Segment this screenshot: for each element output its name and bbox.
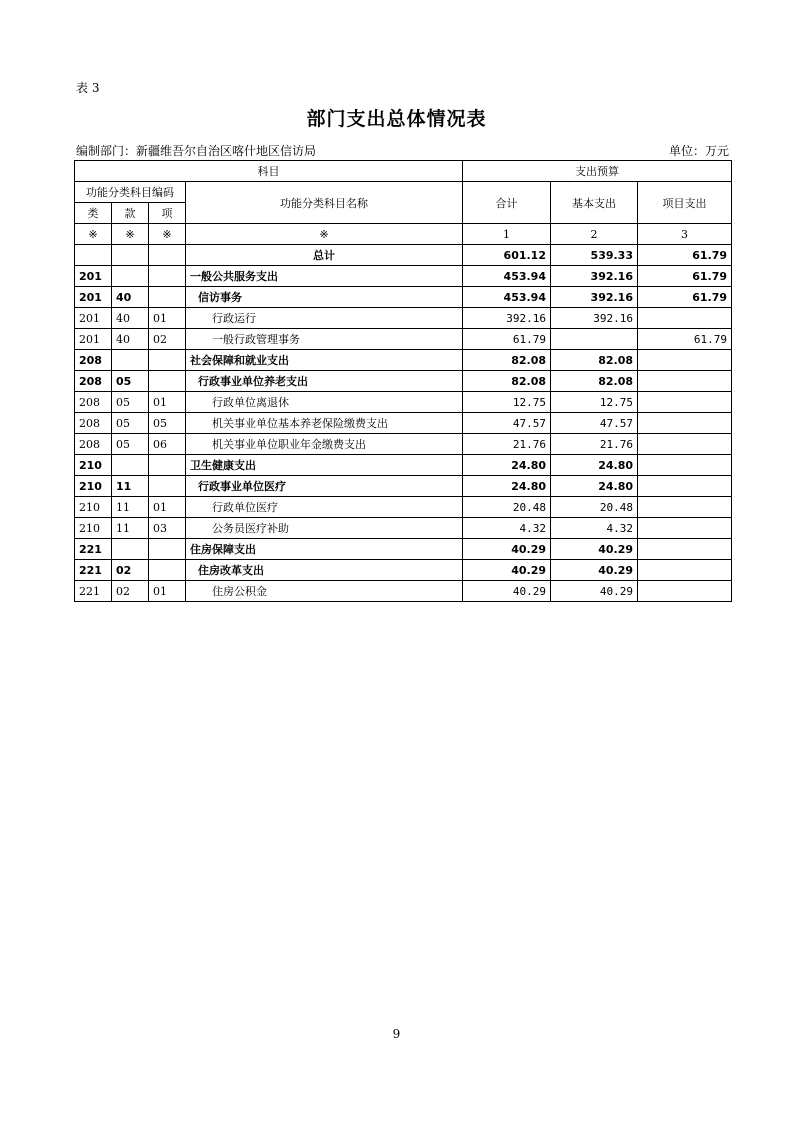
table-row (75, 266, 732, 287)
total-cell: 61.79 (463, 329, 551, 350)
basic-cell: 24.80 (551, 455, 638, 476)
name-cell: 住房保障支出 (186, 539, 463, 560)
xiang-cell: 06 (149, 434, 186, 455)
total-cell: 392.16 (463, 308, 551, 329)
basic-cell: 21.76 (551, 434, 638, 455)
mark-cell: ※ (149, 224, 186, 245)
name-cell: 信访事务 (186, 287, 463, 308)
name-cell: 住房公积金 (186, 581, 463, 602)
lei-cell: 201 (75, 287, 112, 308)
name-cell: 行政单位医疗 (186, 497, 463, 518)
total-header: 合计 (463, 182, 551, 224)
total-cell: 40.29 (463, 539, 551, 560)
lei-cell: 208 (75, 434, 112, 455)
kuan-cell: 05 (112, 392, 149, 413)
document-title: 部门支出总体情况表 (306, 108, 487, 130)
project-cell (638, 350, 732, 371)
xiang-cell (149, 455, 186, 476)
basic-cell: 12.75 (551, 392, 638, 413)
name-cell: 一般公共服务支出 (186, 266, 463, 287)
xiang-cell: 02 (149, 329, 186, 350)
table-row (75, 476, 732, 497)
total-cell: 21.76 (463, 434, 551, 455)
name-cell: 行政运行 (186, 308, 463, 329)
name-cell: 公务员医疗补助 (186, 518, 463, 539)
basic-cell: 40.29 (551, 560, 638, 581)
xiang-cell: 01 (149, 581, 186, 602)
table-row (75, 518, 732, 539)
lei-cell: 210 (75, 476, 112, 497)
kuan-cell: 11 (112, 476, 149, 497)
basic-cell: 82.08 (551, 371, 638, 392)
xiang-cell (149, 287, 186, 308)
kuan-cell: 05 (112, 434, 149, 455)
project-cell (638, 497, 732, 518)
name-header: 功能分类科目名称 (186, 182, 463, 224)
lei-cell: 221 (75, 581, 112, 602)
name-cell: 住房改革支出 (186, 560, 463, 581)
project-cell: 61.79 (638, 245, 732, 266)
basic-cell: 392.16 (551, 266, 638, 287)
xiang-cell (149, 476, 186, 497)
lei-cell: 208 (75, 413, 112, 434)
mark-cell: ※ (112, 224, 149, 245)
project-cell: 61.79 (638, 287, 732, 308)
total-cell: 12.75 (463, 392, 551, 413)
xiang-header: 项 (149, 203, 186, 224)
index-row (75, 224, 732, 245)
lei-cell: 210 (75, 497, 112, 518)
total-cell: 20.48 (463, 497, 551, 518)
lei-cell: 210 (75, 455, 112, 476)
xiang-cell: 03 (149, 518, 186, 539)
name-cell: 总计 (186, 245, 463, 266)
basic-cell: 392.16 (551, 308, 638, 329)
table-row (75, 245, 732, 266)
project-cell (638, 539, 732, 560)
mark-cell: ※ (186, 224, 463, 245)
total-cell: 82.08 (463, 350, 551, 371)
kuan-cell: 02 (112, 560, 149, 581)
total-cell: 24.80 (463, 455, 551, 476)
basic-cell: 24.80 (551, 476, 638, 497)
total-cell: 453.94 (463, 266, 551, 287)
basic-cell: 47.57 (551, 413, 638, 434)
lei-cell: 201 (75, 329, 112, 350)
total-cell: 601.12 (463, 245, 551, 266)
table-row (75, 413, 732, 434)
total-cell: 40.29 (463, 581, 551, 602)
kuan-cell (112, 266, 149, 287)
project-cell (638, 371, 732, 392)
table-row (75, 350, 732, 371)
table-row (75, 329, 732, 350)
col-index-2: 2 (551, 224, 638, 245)
table-row (75, 434, 732, 455)
basic-header: 基本支出 (551, 182, 638, 224)
col-index-3: 3 (638, 224, 732, 245)
kuan-cell: 05 (112, 371, 149, 392)
lei-cell: 210 (75, 518, 112, 539)
kuan-cell: 40 (112, 308, 149, 329)
header-row-1 (75, 161, 732, 182)
xiang-cell (149, 266, 186, 287)
basic-cell (551, 329, 638, 350)
project-cell (638, 455, 732, 476)
kuan-cell: 40 (112, 287, 149, 308)
project-header: 项目支出 (638, 182, 732, 224)
project-cell: 61.79 (638, 329, 732, 350)
page-number: 9 (392, 1027, 401, 1041)
budget-header: 支出预算 (463, 161, 732, 182)
project-cell (638, 518, 732, 539)
unit-label: 单位：万元 (668, 144, 729, 158)
basic-cell: 392.16 (551, 287, 638, 308)
table-row (75, 539, 732, 560)
lei-cell: 221 (75, 560, 112, 581)
project-cell (638, 476, 732, 497)
total-cell: 82.08 (463, 371, 551, 392)
project-cell (638, 434, 732, 455)
col-index-1: 1 (463, 224, 551, 245)
total-cell: 24.80 (463, 476, 551, 497)
basic-cell: 40.29 (551, 539, 638, 560)
total-cell: 40.29 (463, 560, 551, 581)
lei-cell: 221 (75, 539, 112, 560)
basic-cell: 20.48 (551, 497, 638, 518)
code-group-header: 功能分类科目编码 (75, 182, 186, 203)
name-cell: 行政事业单位医疗 (186, 476, 463, 497)
kuan-cell: 11 (112, 518, 149, 539)
name-cell: 机关事业单位职业年金缴费支出 (186, 434, 463, 455)
kuan-cell (112, 245, 149, 266)
mark-cell: ※ (75, 224, 112, 245)
project-cell (638, 413, 732, 434)
header-row-2 (75, 182, 732, 203)
lei-cell: 201 (75, 266, 112, 287)
basic-cell: 539.33 (551, 245, 638, 266)
table-row (75, 581, 732, 602)
xiang-cell (149, 539, 186, 560)
table-row (75, 560, 732, 581)
table-row (75, 308, 732, 329)
xiang-cell: 01 (149, 308, 186, 329)
kuan-cell (112, 350, 149, 371)
lei-cell: 208 (75, 350, 112, 371)
total-cell: 453.94 (463, 287, 551, 308)
table-row (75, 455, 732, 476)
kuan-cell: 40 (112, 329, 149, 350)
lei-cell: 201 (75, 308, 112, 329)
xiang-cell: 01 (149, 392, 186, 413)
kuan-cell: 11 (112, 497, 149, 518)
xiang-cell (149, 560, 186, 581)
name-cell: 行政事业单位养老支出 (186, 371, 463, 392)
lei-cell: 208 (75, 392, 112, 413)
xiang-cell: 05 (149, 413, 186, 434)
project-cell (638, 308, 732, 329)
xiang-cell (149, 371, 186, 392)
kuan-cell (112, 455, 149, 476)
basic-cell: 82.08 (551, 350, 638, 371)
project-cell (638, 392, 732, 413)
expenditure-table (74, 160, 732, 602)
subject-header: 科目 (75, 161, 463, 182)
lei-cell: 208 (75, 371, 112, 392)
xiang-cell (149, 350, 186, 371)
name-cell: 机关事业单位基本养老保险缴费支出 (186, 413, 463, 434)
name-cell: 社会保障和就业支出 (186, 350, 463, 371)
total-cell: 4.32 (463, 518, 551, 539)
project-cell: 61.79 (638, 266, 732, 287)
xiang-cell: 01 (149, 497, 186, 518)
basic-cell: 4.32 (551, 518, 638, 539)
project-cell (638, 581, 732, 602)
name-cell: 一般行政管理事务 (186, 329, 463, 350)
table-row (75, 287, 732, 308)
table-row (75, 371, 732, 392)
basic-cell: 40.29 (551, 581, 638, 602)
kuan-header: 款 (112, 203, 149, 224)
name-cell: 卫生健康支出 (186, 455, 463, 476)
kuan-cell: 05 (112, 413, 149, 434)
kuan-cell (112, 539, 149, 560)
lei-cell (75, 245, 112, 266)
table-row (75, 497, 732, 518)
lei-header: 类 (75, 203, 112, 224)
project-cell (638, 560, 732, 581)
table-row (75, 392, 732, 413)
name-cell: 行政单位离退休 (186, 392, 463, 413)
xiang-cell (149, 245, 186, 266)
total-cell: 47.57 (463, 413, 551, 434)
table-number: 表 3 (76, 81, 100, 95)
kuan-cell: 02 (112, 581, 149, 602)
compiling-department: 编制部门：新疆维吾尔自治区喀什地区信访局 (76, 144, 317, 158)
